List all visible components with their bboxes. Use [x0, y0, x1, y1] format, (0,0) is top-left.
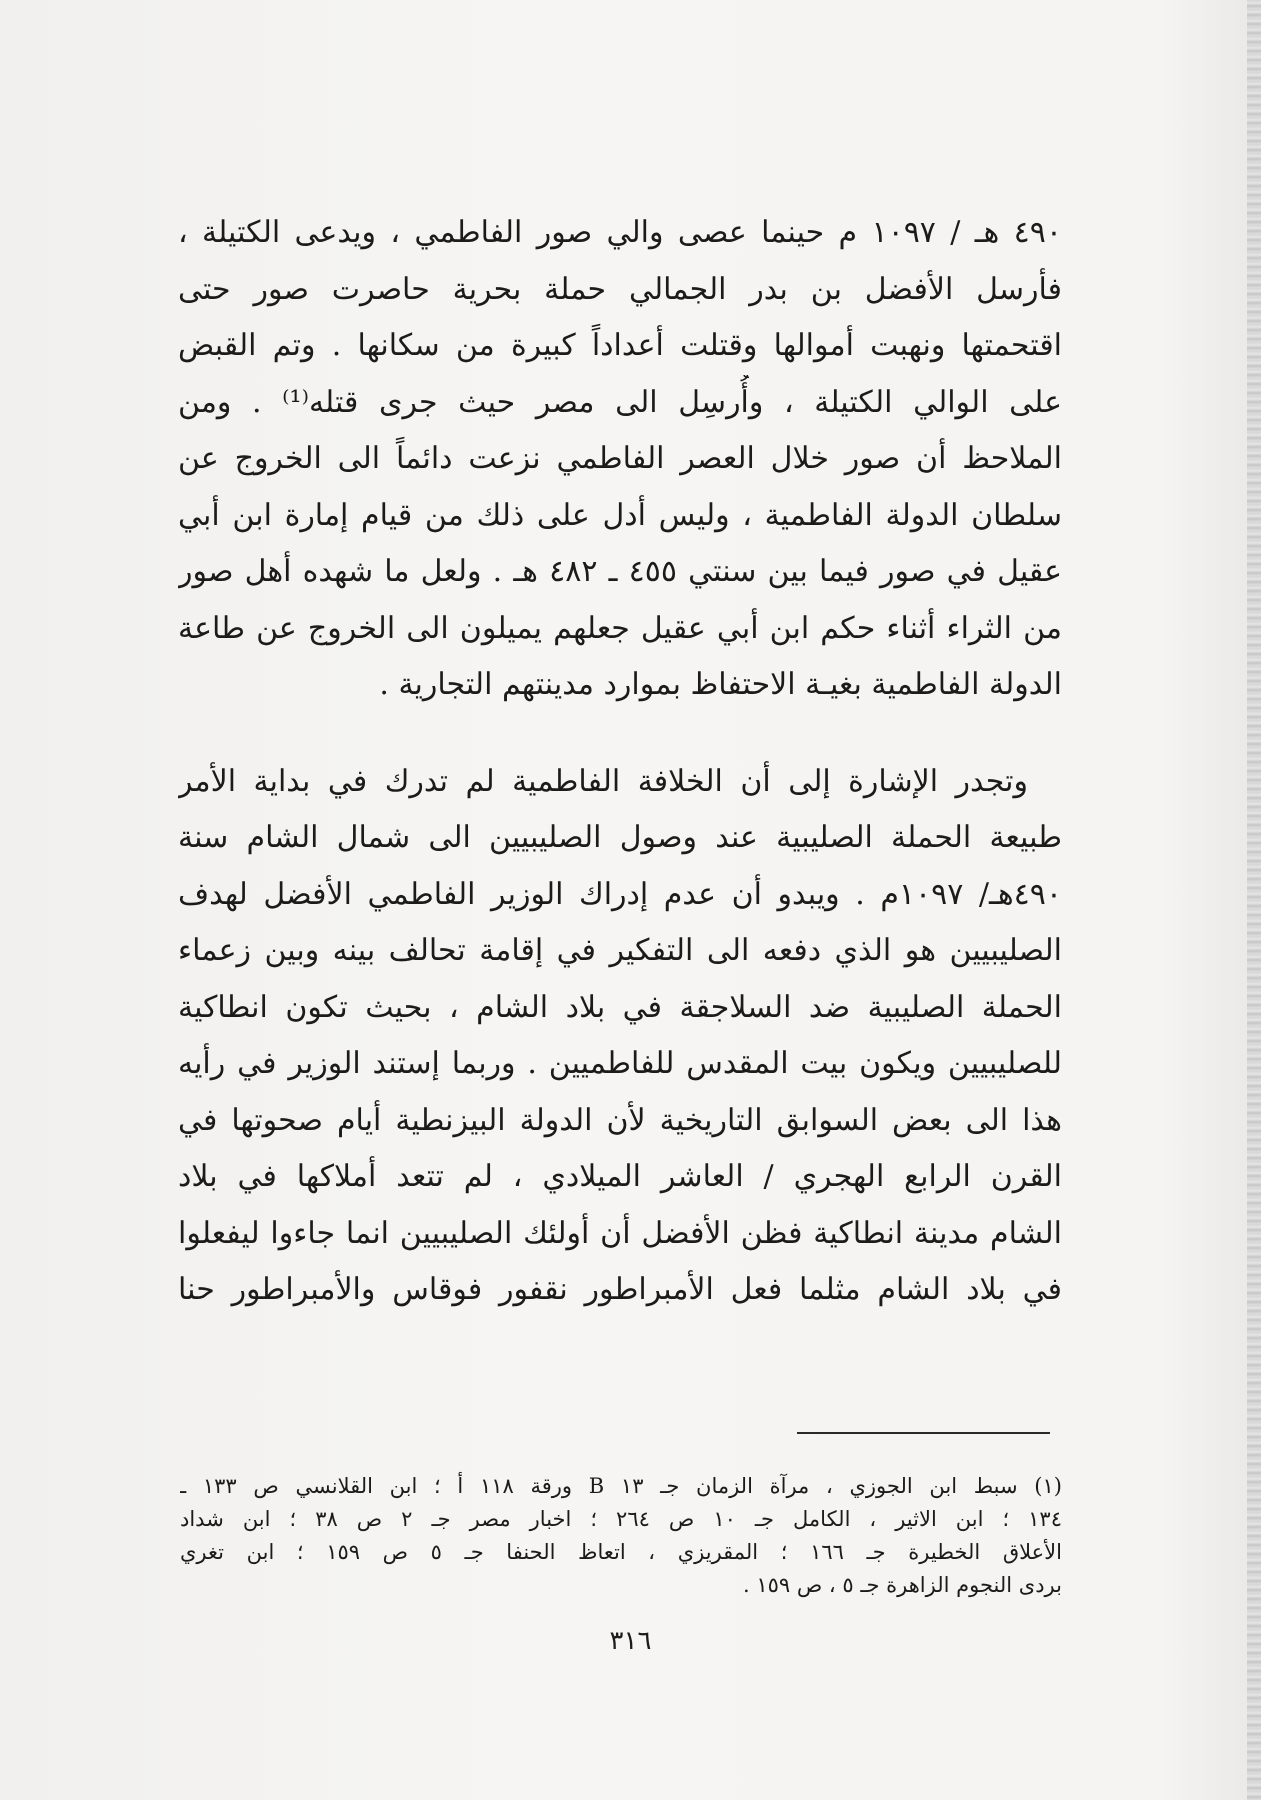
- text-line: وتجدر الإشارة إلى أن الخلافة الفاطمية لم تدرك في بداية الأمر: [178, 763, 1028, 799]
- text-line: الملاحظ أن صور خلال العصر الفاطمي نزعت دائماً الى الخروج عن: [178, 441, 1062, 476]
- text-line: الصليبيين هو الذي دفعه الى التفكير في إقامة تحالف بينه وبين زعماء: [178, 933, 1062, 968]
- body-text: [178, 205, 1062, 1319]
- text-line: اقتحمتها ونهبت أموالها وقتلت أعداداً كبيرة من سكانها . وتم القبض: [178, 328, 1062, 363]
- footnote-line: الأعلاق الخطيرة جـ ١٦٦ ؛ المقريزي ، اتعاظ الحنفا جـ ٥ ص ١٥٩ ؛ ابن تغري: [180, 1540, 1062, 1564]
- text-line: الدولة الفاطمية بغيـة الاحتفاظ بموارد مدينتهم التجارية .: [379, 667, 1062, 702]
- page-number: ٣١٦: [609, 1626, 652, 1656]
- text-line: الحملة الصليبية ضد السلاجقة في بلاد الشام ، بحيث تكون انطاكية: [178, 989, 1062, 1025]
- text-line: طبيعة الحملة الصليبية عند وصول الصليبيين الى شمال الشام سنة: [178, 820, 1062, 855]
- text-line: على الوالي الكتيلة ، وأُرسِل الى مصر حيث جرى قتله⁽¹⁾ . ومن: [178, 384, 1062, 420]
- footnote-line: ١٣٤ ؛ ابن الاثير ، الكامل جـ ١٠ ص ٢٦٤ ؛ اخبار مصر جـ ٢ ص ٣٨ ؛ ابن شداد: [180, 1507, 1062, 1531]
- text-line: القرن الرابع الهجري / العاشر الميلادي ، لم تتعد أملاكها في بلاد: [178, 1159, 1062, 1194]
- text-line: عقيل في صور فيما بين سنتي ٤٥٥ ـ ٤٨٢ هـ . ولعل ما شهده أهل صور: [178, 554, 1062, 589]
- footnote-line: (١) سبط ابن الجوزي ، مرآة الزمان جـ ١٣ B ورقة ١١٨ أ ؛ ابن القلانسي ص ١٣٣ ـ: [180, 1474, 1062, 1498]
- text-line: سلطان الدولة الفاطمية ، وليس أدل على ذلك من قيام إمارة ابن أبي: [178, 497, 1062, 533]
- paragraph-gap: [178, 714, 1062, 754]
- paragraph-1: [178, 205, 1062, 714]
- text-line: ٤٩٠ هـ / ١٠٩٧ م حينما عصى والي صور الفاطمي ، ويدعى الكتيلة ،: [178, 215, 1062, 250]
- text-line: ٤٩٠هـ/ ١٠٩٧م . ويبدو أن عدم إدراك الوزير الفاطمي الأفضل لهدف: [178, 876, 1062, 912]
- footnote-line: بردى النجوم الزاهرة جـ ٥ ، ص ١٥٩ .: [742, 1573, 1062, 1597]
- text-line: من الثراء أثناء حكم ابن أبي عقيل جعلهم يميلون الى الخروج عن طاعة: [178, 610, 1062, 646]
- paragraph-2: [178, 754, 1062, 1319]
- text-line: في بلاد الشام مثلما فعل الأمبراطور نقفور فوقاس والأمبراطور حنا: [178, 1272, 1062, 1307]
- text-line: الشام مدينة انطاكية فظن الأفضل أن أولئك الصليبيين انما جاءوا ليفعلوا: [178, 1215, 1062, 1251]
- text-line: للصليبيين ويكون بيت المقدس للفاطميين . وربما إستند الوزير في رأيه: [178, 1046, 1062, 1081]
- text-line: هذا الى بعض السوابق التاريخية لأن الدولة البيزنطية أيام صحوتها في: [178, 1102, 1062, 1138]
- footnote-divider: [797, 1432, 1050, 1434]
- scan-edge-shadow: [1247, 0, 1261, 1800]
- footnotes: [180, 1470, 1062, 1602]
- text-line: فأرسل الأفضل بن بدر الجمالي حملة بحرية حاصرت صور حتى: [178, 271, 1062, 307]
